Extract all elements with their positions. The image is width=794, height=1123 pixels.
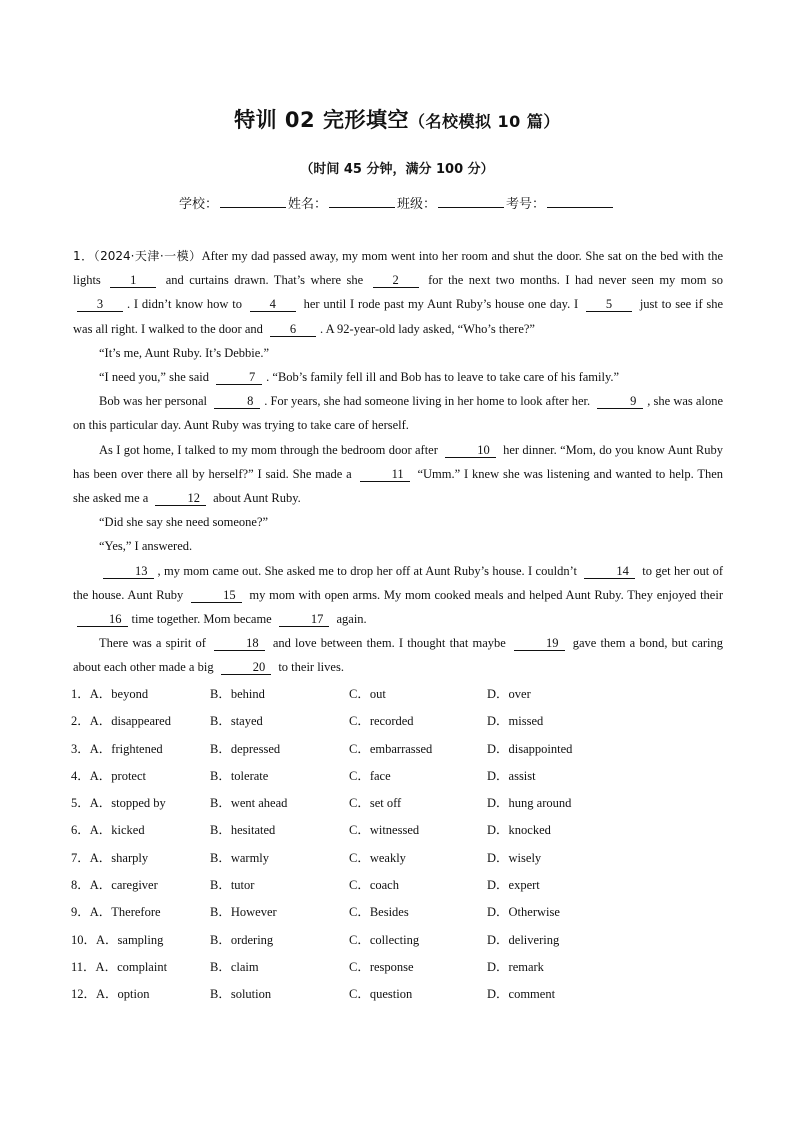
answer-options [71, 681, 731, 1009]
passage-text: to their lives. [278, 660, 344, 675]
blank-8: 8 [214, 395, 260, 409]
option-row [71, 708, 731, 735]
passage-text: After my dad passed away, my mom went into her room and shut the door. She sat on the bed with the lights [73, 249, 723, 288]
option-d: D．comment [487, 987, 556, 1002]
name-label: 姓名： [287, 197, 327, 212]
option-row [71, 872, 731, 899]
option-a: 11．A．complaint [71, 959, 168, 974]
option-c: C．face [349, 768, 391, 783]
passage-text: and love between them. I thought that maybe [272, 636, 506, 651]
option-b: B．tolerate [210, 768, 269, 783]
title-main: 特训 02 完形填空 [234, 108, 409, 132]
option-c: C．collecting [349, 932, 420, 947]
blank-19: 19 [514, 637, 565, 651]
option-d: D．wisely [487, 850, 542, 865]
option-a: 6．A．kicked [71, 823, 145, 838]
option-row [71, 954, 731, 981]
option-b: B．behind [210, 687, 265, 701]
blank-3: 3 [77, 298, 123, 312]
passage-text: my mom with open arms. My mom cooked meals and helped Aunt Ruby. They enjoyed their [249, 587, 723, 602]
passage-text: , she was alone on this particular day. Aunt Ruby was trying to take care of herself. [73, 394, 724, 433]
option-a: 2．A．disappeared [71, 714, 171, 729]
option-c: C．set off [349, 796, 402, 811]
option-b: B．depressed [210, 741, 281, 756]
option-a: 10．A．sampling [71, 932, 164, 947]
blank-4: 4 [250, 298, 296, 312]
class-label: 班级： [397, 197, 437, 212]
student-info-line [0, 193, 794, 212]
option-c: C．weakly [349, 850, 406, 865]
blank-20: 20 [221, 661, 272, 675]
option-row [71, 927, 731, 954]
option-d: D．assist [487, 768, 536, 783]
option-a: 1．A．beyond [71, 687, 149, 701]
option-b: B．stayed [210, 714, 263, 729]
blank-10: 10 [445, 444, 496, 458]
blank-7: 7 [216, 371, 262, 385]
option-d: D．delivering [487, 932, 560, 947]
option-row [71, 681, 731, 708]
option-d: D．knocked [487, 823, 551, 838]
blank-12: 12 [155, 492, 206, 506]
page-title [0, 104, 794, 134]
passage-paragraph-6: “Did she say she need someone?” [99, 515, 269, 530]
passage-paragraph-5 [73, 438, 723, 511]
option-d: D．remark [487, 959, 544, 974]
passage-text: again. [336, 612, 367, 627]
blank-13: 13 [103, 565, 154, 579]
option-b: B．ordering [210, 932, 274, 947]
blank-15: 15 [191, 589, 242, 603]
school-label: 学校： [178, 197, 218, 212]
option-b: B．went ahead [210, 796, 288, 811]
option-c: C．out [349, 687, 386, 701]
option-row [71, 736, 731, 763]
passage-text: for the next two months. I had never seen my mom so [428, 273, 724, 288]
passage-paragraph-4 [73, 389, 723, 437]
blank-11: 11 [360, 468, 410, 482]
blank-6: 6 [270, 323, 316, 337]
passage-text: just to see if she was all right. I walked to the door and [73, 297, 724, 336]
option-c: C．witnessed [349, 823, 420, 838]
option-b: B．hesitated [210, 823, 276, 838]
option-a: 9．A．Therefore [71, 905, 161, 920]
blank-17: 17 [279, 613, 330, 627]
option-d: D．over [487, 687, 531, 701]
question-source: 1．（2024·天津·一模） [73, 249, 202, 263]
option-a: 5．A．stopped by [71, 796, 166, 811]
option-c: C．recorded [349, 714, 414, 729]
option-c: C．embarrassed [349, 741, 433, 756]
passage-text: to get her out of the house. Aunt Ruby [73, 563, 724, 602]
name-blank[interactable] [329, 195, 395, 208]
option-c: C．question [349, 987, 413, 1002]
passage-text: “Umm.” I knew she was listening and wanted to help. Then she asked me a [73, 466, 724, 506]
option-row [71, 981, 731, 1008]
passage-text: There was a spirit of [99, 636, 206, 651]
blank-18: 18 [214, 637, 265, 651]
option-b: B．solution [210, 987, 272, 1002]
option-b: B．claim [210, 959, 259, 974]
blank-16: 16 [77, 613, 128, 627]
option-a: 7．A．sharply [71, 850, 149, 865]
passage-text: Bob was her personal [99, 394, 208, 409]
passage-text: her dinner. “Mom, do you know Aunt Ruby has been over there all by herself?” I said. She made a [73, 442, 723, 481]
blank-1: 1 [110, 274, 156, 288]
exam-number-label: 考号： [506, 197, 546, 212]
passage-paragraph-8 [73, 559, 723, 632]
option-a: 12．A．option [71, 987, 150, 1002]
option-c: C．response [349, 959, 414, 974]
time-score-note: （时间 45 分钟，满分 100 分） [300, 162, 494, 177]
blank-14: 14 [584, 565, 635, 579]
passage-text: “I need you,” she said [99, 370, 210, 385]
option-a: 8．A．caregiver [71, 878, 158, 893]
option-c: C．Besides [349, 905, 409, 920]
option-d: D．expert [487, 878, 540, 893]
option-d: D．disappointed [487, 741, 573, 756]
option-b: B．However [210, 905, 277, 920]
blank-5: 5 [586, 298, 632, 312]
option-b: B．warmly [210, 850, 270, 865]
passage-text: As I got home, I talked to my mom through the bedroom door after [99, 442, 438, 457]
passage-text: and curtains drawn. That’s where she [165, 273, 364, 288]
passage-text: . For years, she had someone living in her home to look after her. [264, 394, 591, 409]
option-d: D．missed [487, 714, 544, 729]
option-b: B．tutor [210, 878, 255, 893]
blank-9: 9 [597, 395, 643, 409]
exam-number-blank[interactable] [547, 195, 613, 208]
passage-paragraph-2: “It’s me, Aunt Ruby. It’s Debbie.” [99, 345, 269, 360]
option-d: D．hung around [487, 796, 572, 811]
cloze-passage [73, 244, 723, 680]
passage-paragraph-1 [73, 244, 723, 341]
passage-text: time together. Mom became [131, 612, 272, 627]
passage-text: . I didn’t know how to [127, 297, 242, 312]
option-a: 3．A．frightened [71, 741, 163, 756]
blank-2: 2 [373, 274, 419, 288]
passage-text: . “Bob’s family fell ill and Bob has to leave to take care of his family.” [266, 370, 620, 385]
option-row [71, 899, 731, 926]
option-row [71, 763, 731, 790]
passage-paragraph-9 [73, 631, 723, 679]
option-d: D．Otherwise [487, 905, 560, 920]
option-row [71, 845, 731, 872]
option-row [71, 817, 731, 844]
passage-paragraph-3 [73, 365, 723, 389]
option-c: C．coach [349, 878, 399, 893]
passage-text: . A 92-year-old lady asked, “Who’s there?” [320, 321, 535, 336]
option-a: 4．A．protect [71, 768, 146, 783]
passage-paragraph-7: “Yes,” I answered. [99, 539, 193, 554]
passage-text: gave them a bond, but caring about each other made a big [73, 636, 724, 675]
class-blank[interactable] [438, 195, 504, 208]
option-row [71, 790, 731, 817]
school-blank[interactable] [220, 195, 286, 208]
passage-text: about Aunt Ruby. [213, 491, 301, 506]
passage-text: her until I rode past my Aunt Ruby’s house one day. I [303, 297, 579, 312]
passage-text: , my mom came out. She asked me to drop her off at Aunt Ruby’s house. I couldn’t [157, 563, 577, 578]
title-sub: （名校模拟 10 篇） [408, 112, 560, 131]
